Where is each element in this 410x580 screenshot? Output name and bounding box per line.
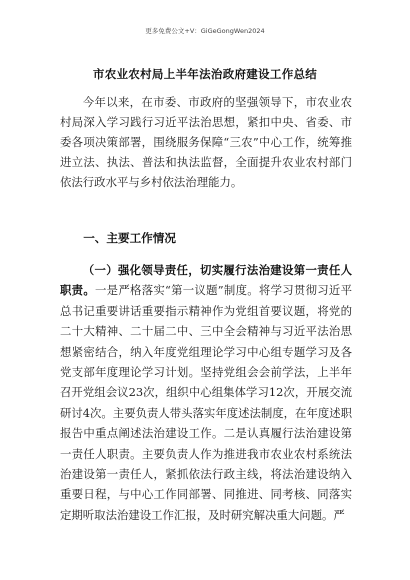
intro-paragraph: 今年以来，在市委、市政府的坚强领导下，市农业农村局深入学习践行习近平法治思想，紧扣中央、省委、市委各项决策部署，围绕服务保障“三农”中心工作，统筹推进立法、执法、普法和执法监督，全面提升农业农村部门依法行政水平与乡村依法治理能力。 <box>60 95 352 189</box>
section-heading: 一、主要工作情况 <box>83 231 176 245</box>
subsection-1 <box>60 260 352 525</box>
subsection-body: 一是严格落实“第一议题”制度。将学习贯彻习近平总书记重要讲话重要指示精神作为党组首要议题，将党的二十大精神、二十届二中、三中全会精神与习近平法治思想紧密结合，纳入年度党组理论学习中心组专题学习及各党支部年度理论学习计划。坚持党组会会前学法，上半年召开党组会议23次，组织中心组集体学习12次，开展交流研讨4次。主要负责人带头落实年度述法制度，在年度述职报告中重点阐述法治建设工作。二是认真履行法治建设第一责任人职责。主要负责人作为推进我市农业农村系统法治建设第一责任人，紧抓依法行政主线，将法治建设纳入重要日程，与中心工作同部署、同推进、同考核、同落实定期听取法治建设工作汇报，及时研究解决重大问题。严 <box>60 283 353 522</box>
header-note: 更多免费公文+V：GiGeGongWen2024 <box>145 27 265 35</box>
subsection-heading: （一）强化领导责任，切实履行法治建设第一责任人职责。 <box>60 263 352 298</box>
subsection-paragraph <box>60 260 352 525</box>
intro-block <box>60 92 352 192</box>
section-1 <box>60 228 352 248</box>
document-title: 市农业农村局上半年法治政府建设工作总结 <box>92 67 318 81</box>
